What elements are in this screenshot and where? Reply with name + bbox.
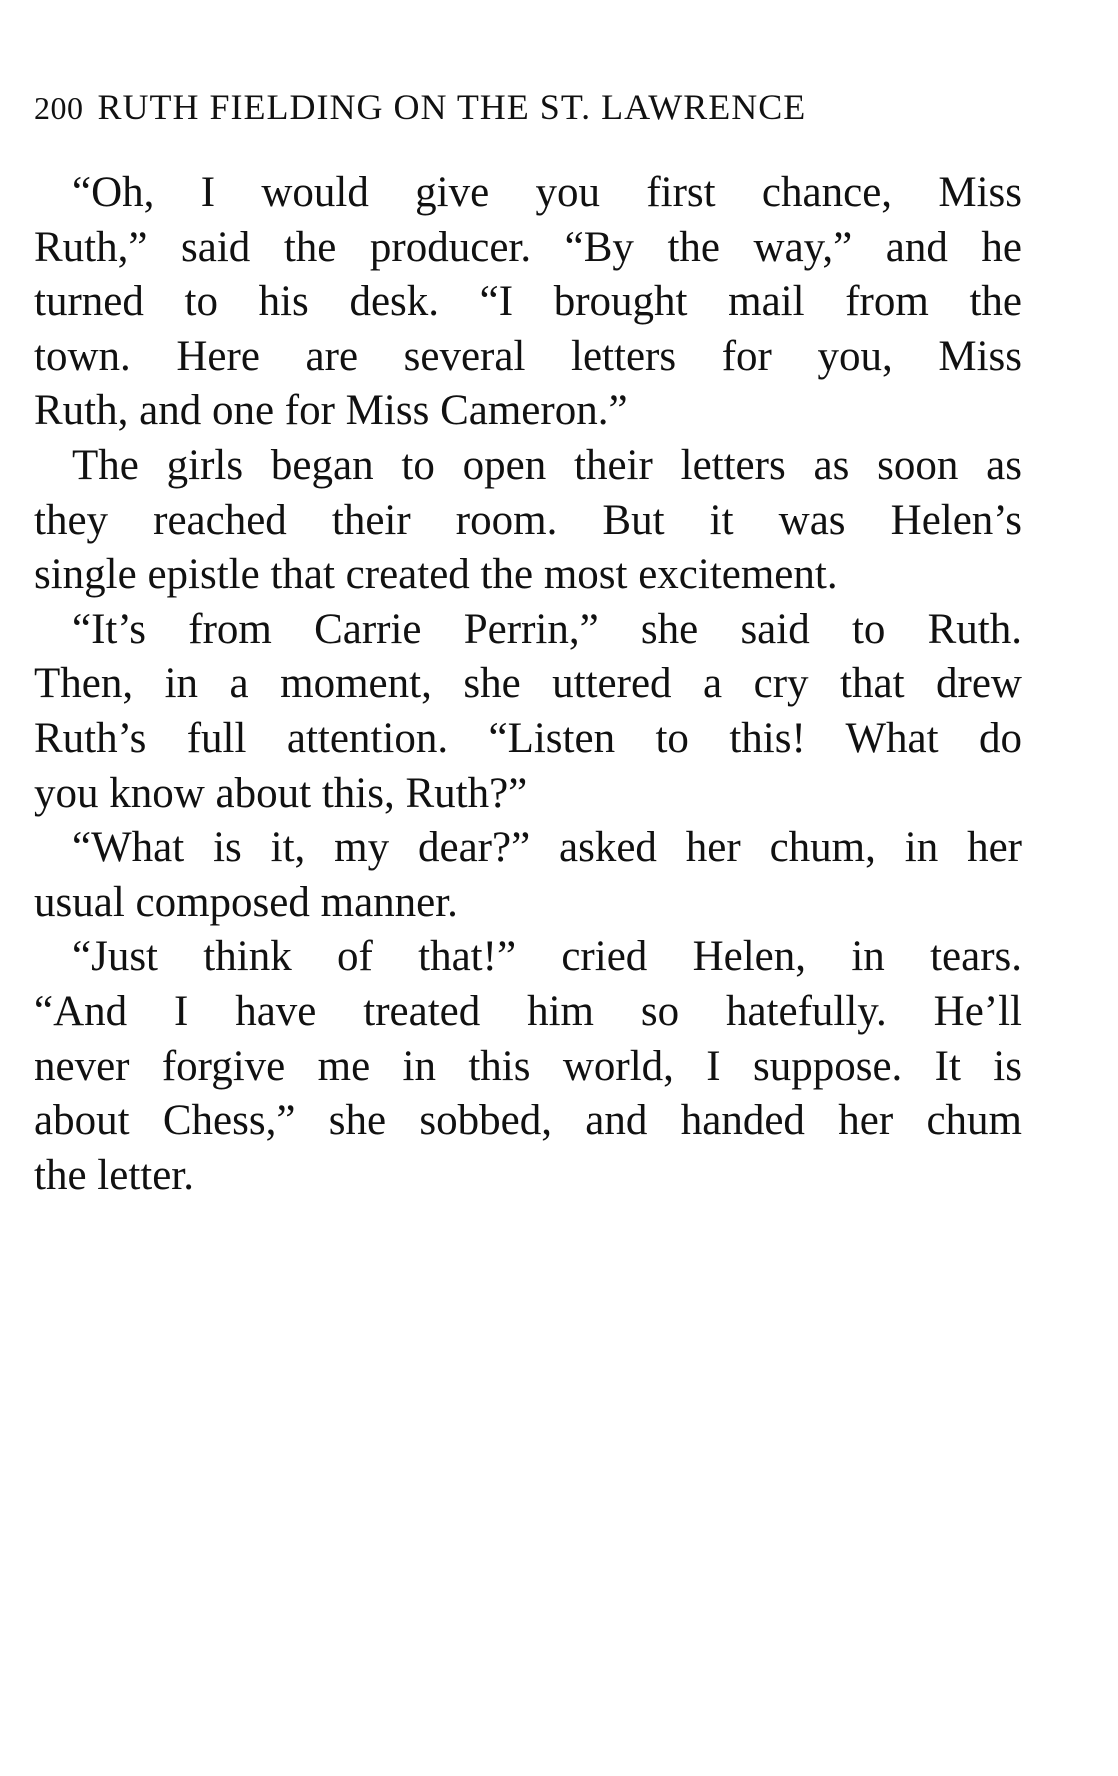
paragraph [34, 166, 1022, 439]
text-line: The girls began to open their letters as soon as [72, 441, 1022, 489]
text-line: usual composed manner. [34, 878, 458, 926]
text-line: Ruth,” said the producer. “By the way,” and he [34, 223, 1022, 271]
text-line: single epistle that created the most excitement. [34, 551, 838, 599]
body-text [34, 166, 1022, 1203]
paragraph [34, 439, 1022, 603]
text-line: Ruth’s full attention. “Listen to this! What do [34, 714, 1022, 762]
running-title: RUTH FIELDING ON THE ST. LAWRENCE [97, 87, 807, 127]
page-number: 200 [34, 90, 84, 126]
running-head [34, 82, 934, 132]
text-line: Then, in a moment, she uttered a cry that drew [34, 660, 1022, 708]
text-line: turned to his desk. “I brought mail from the [34, 278, 1022, 326]
text-line: “What is it, my dear?” asked her chum, in her [72, 824, 1022, 872]
text-line: never forgive me in this world, I suppose. It is [34, 1042, 1022, 1090]
paragraph [34, 930, 1022, 1203]
paragraph [34, 603, 1022, 821]
text-line: you know about this, Ruth?” [34, 769, 528, 817]
text-line: town. Here are several letters for you, Miss [34, 332, 1022, 380]
text-line: “Oh, I would give you first chance, Miss [72, 169, 1022, 216]
paragraph [34, 821, 1022, 930]
text-line: they reached their room. But it was Helen’s [34, 496, 1022, 544]
text-line: “And I have treated him so hatefully. He’ll [34, 987, 1022, 1035]
text-line: “It’s from Carrie Perrin,” she said to Ruth. [72, 605, 1022, 653]
text-line: Ruth, and one for Miss Cameron.” [34, 387, 628, 435]
text-line: the letter. [34, 1151, 194, 1199]
text-line: “Just think of that!” cried Helen, in tears. [72, 933, 1022, 981]
text-line: about Chess,” she sobbed, and handed her chum [34, 1097, 1022, 1145]
